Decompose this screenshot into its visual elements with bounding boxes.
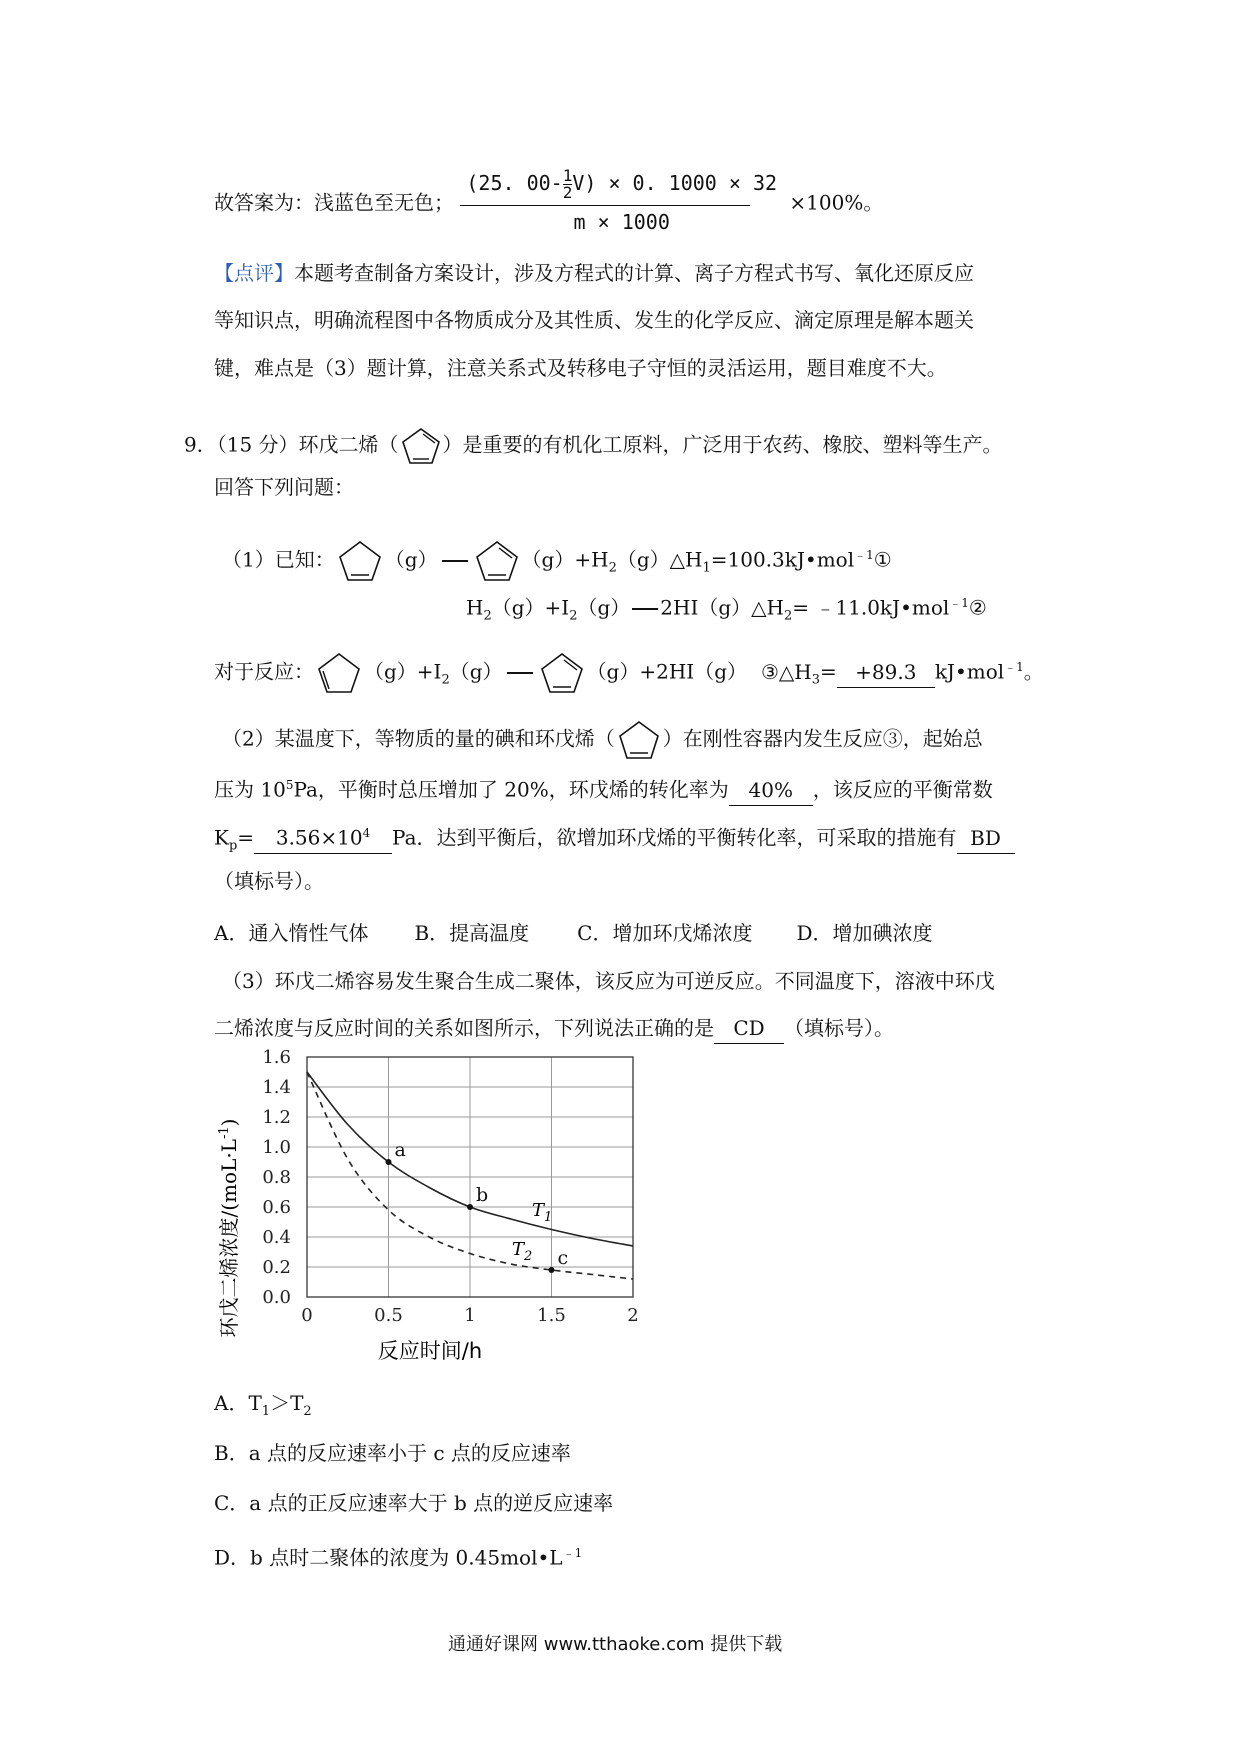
arrow-line — [442, 560, 468, 562]
y-tick-label: 1.0 — [262, 1137, 291, 1158]
q9-intro-2: 回答下列问题： — [214, 475, 354, 499]
cyclopentene-structure-icon — [314, 650, 364, 696]
point-label-a: a — [394, 1139, 406, 1161]
answer-blank-dh3: +89.3 — [837, 657, 935, 688]
y-axis-label: 环戊二烯浓度$/(moL\cdot L^{-1})$ — [217, 1118, 241, 1338]
y-tick-label: 0.6 — [262, 1197, 291, 1218]
q9-p3-line2: 二烯浓度与反应时间的关系如图所示，下列说法正确的是 CD （填标号）。 — [214, 1013, 894, 1044]
frac-den: m × 1000 — [573, 210, 670, 234]
q9-intro: 9．（15 分）环戊二烯（ ）是重要的有机化工原料，广泛用于农药、橡胶、塑料等生产。 — [184, 425, 1003, 467]
series-label-t2: $T_2$ — [512, 1239, 533, 1264]
answer-blank-measures: BD — [957, 823, 1015, 854]
x-tick-label: 1 — [464, 1305, 476, 1326]
cyclopentadiene-structure-icon — [399, 425, 443, 467]
q9-p1-eq2: $H_2(g)+I_2(g)$ $2HI(g)\triangle H_2=$ ﹣11.0kJ•mol$^{﹣1}$② — [466, 595, 987, 624]
y-tick-label: 1.6 — [262, 1047, 291, 1068]
y-tick-label: 0.4 — [262, 1227, 291, 1248]
comment-line-2: 等知识点，明确流程图中各物质成分及其性质、发生的化学反应、滴定原理是解本题关 — [214, 308, 974, 332]
y-tick-label: 1.2 — [262, 1107, 291, 1128]
q9-p2-line1: （2）某温度下，等物质的量的碘和环戊烯（ ）在刚性容器内发生反应③，起始总 — [222, 718, 983, 762]
point-marker-a — [386, 1159, 392, 1165]
half-fraction: $\frac{1}{2}$ — [562, 166, 573, 202]
comment-tag: 【点评】 — [214, 261, 294, 285]
y-tick-label: 1.4 — [262, 1077, 291, 1098]
q9-p2-options: A．通入惰性气体 B．提高温度 C．增加环戊烯浓度 D．增加碘浓度 — [214, 921, 933, 945]
q9-p2-line2: 压为 $10^5Pa$，平衡时总压增加了 20%，环戊烯的转化率为 40% ，该反应的平衡常数 — [214, 770, 993, 806]
cyclopentene-structure-icon — [335, 538, 385, 584]
answer-line — [214, 168, 883, 234]
q9-p3-optA: A．$T_1>T_2$ — [214, 1391, 312, 1419]
q9-p1-r3: 对于反应： $(g)+I_2(g)$ （g）+2HI（g） $③\triangle H_3= +89.3$ kJ•mol$^{﹣1}$。 — [214, 650, 1044, 696]
series-label-t1: $T_1$ — [532, 1200, 553, 1225]
point-marker-c — [549, 1267, 555, 1273]
cyclopentene-structure-icon — [615, 718, 663, 762]
answer-fraction — [460, 168, 783, 234]
chart-grid — [307, 1057, 633, 1297]
q9-p2-line4: （填标号）。 — [214, 869, 324, 893]
q9-p3-optD: D．b 点时二聚体的浓度为 $0.45mol•L^{﹣1}$ — [214, 1545, 583, 1570]
y-tick-label: 0.2 — [262, 1257, 291, 1278]
frac-num-a: (25. 00- — [466, 171, 563, 195]
point-marker-b — [467, 1204, 473, 1210]
x-tick-label: 0.5 — [374, 1305, 403, 1326]
answer-prefix: 故答案为：浅蓝色至无色； — [214, 190, 454, 215]
answer-blank-kp: $3.56\times 10^4$ — [254, 818, 392, 854]
point-label-b: b — [476, 1184, 489, 1206]
y-tick-label: 0.8 — [262, 1167, 291, 1188]
x-tick-label: 0 — [301, 1305, 313, 1326]
answer-blank-conversion: 40% — [729, 775, 813, 806]
q9-p1-eq1: （1）已知： （g） $(g)+H_2(g)\triangle H_1=100.3kJ•mol^{﹣1}①$ — [222, 538, 892, 584]
frac-num-b: V) × 0. 1000 × 32 — [572, 171, 778, 195]
cyclopentadiene-structure-icon — [472, 538, 522, 584]
concentration-time-chart — [200, 1040, 670, 1370]
y-tick-label: 0.0 — [262, 1287, 291, 1308]
answer-blank-p3: CD — [714, 1013, 784, 1044]
comment-line-1: 【点评】本题考查制备方案设计，涉及方程式的计算、离子方程式书写、氧化还原反应 — [214, 261, 974, 285]
x-tick-label: 2 — [627, 1305, 639, 1326]
q9-p3-optB: B．a 点的反应速率小于 c 点的反应速率 — [214, 1441, 571, 1465]
point-label-c: c — [557, 1247, 569, 1269]
cyclopentadiene-structure-icon — [537, 650, 587, 696]
x-tick-label: 1.5 — [537, 1305, 566, 1326]
comment-line-3: 键，难点是（3）题计算，注意关系式及转移电子守恒的灵活运用，题目难度不大。 — [214, 356, 947, 380]
page-footer: 通通好课网 www.tthaoke.com 提供下载 — [448, 1634, 783, 1655]
x-axis-label: 反应时间/h — [377, 1339, 483, 1363]
q9-p2-line3: $K_p= 3.56\times 10^4$ Pa．达到平衡后，欲增加环戊烯的平衡转化率，可采取的措施有 BD — [214, 818, 1015, 862]
q9-p3-line1: （3）环戊二烯容易发生聚合生成二聚体，该反应为可逆反应。不同温度下，溶液中环戊 — [222, 969, 995, 993]
q9-p3-optC: C．a 点的正反应速率大于 b 点的逆反应速率 — [214, 1491, 614, 1515]
answer-suffix: ×100%。 — [789, 190, 884, 215]
